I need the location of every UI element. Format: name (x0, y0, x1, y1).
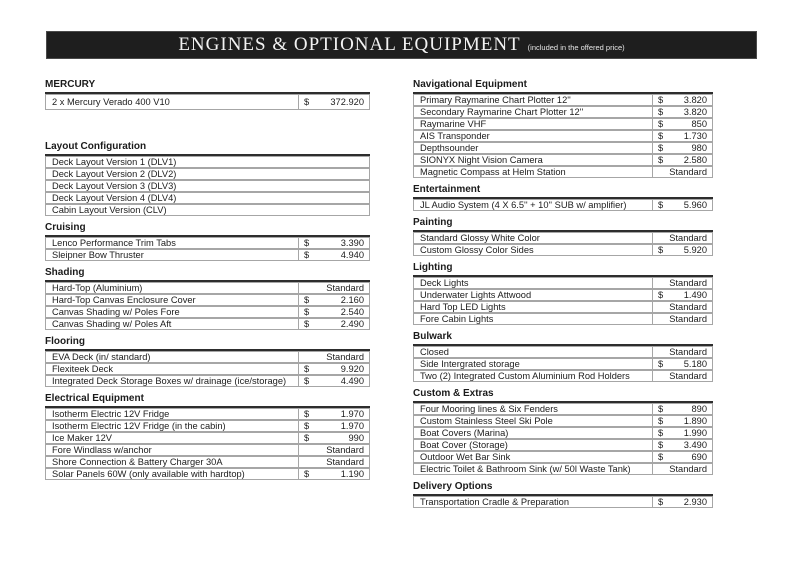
currency-symbol: $ (658, 290, 664, 300)
section (413, 389, 713, 475)
price-amount: 5.960 (683, 200, 707, 210)
price-cell (652, 428, 712, 438)
item-label: Transportation Cradle & Preparation (420, 497, 569, 507)
price-cell (298, 95, 369, 109)
table-row (413, 301, 713, 313)
price-cell (652, 107, 712, 117)
item-label: Underwater Lights Attwood (420, 290, 532, 300)
price-cell (298, 469, 369, 479)
standard-value-cell: Standard (652, 347, 712, 357)
item-label: Four Mooring lines & Six Fenders (420, 404, 558, 414)
price-amount: 1.490 (683, 290, 707, 300)
price-cell (298, 307, 369, 317)
standard-value-cell: Standard (298, 445, 369, 455)
section-title: Lighting (413, 263, 713, 277)
table-row (413, 463, 713, 475)
section-title: MERCURY (45, 80, 370, 94)
section-title: Bulwark (413, 332, 713, 346)
item-label: Standard Glossy White Color (420, 233, 540, 243)
item-label: Deck Layout Version 2 (DLV2) (52, 169, 177, 179)
currency-symbol: $ (304, 433, 310, 443)
currency-symbol: $ (304, 469, 310, 479)
item-label: Cabin Layout Version (CLV) (52, 205, 167, 215)
table-row (413, 94, 713, 106)
table-row (45, 180, 370, 192)
price-cell (652, 131, 712, 141)
section-title: Navigational Equipment (413, 80, 713, 94)
table-row (45, 156, 370, 168)
page-subtitle: (included in the offered price) (527, 43, 625, 52)
currency-symbol: $ (658, 497, 664, 507)
currency-symbol: $ (304, 364, 310, 374)
table-row (45, 306, 370, 318)
price-amount: 5.920 (683, 245, 707, 255)
table-row (45, 363, 370, 375)
table-row (45, 351, 370, 363)
section (413, 80, 713, 178)
price-cell (652, 200, 712, 210)
currency-symbol: $ (658, 359, 664, 369)
item-label: Fore Windlass w/anchor (52, 445, 152, 455)
currency-symbol: $ (658, 131, 664, 141)
table-row (45, 444, 370, 456)
item-label: Flexiteek Deck (52, 364, 113, 374)
price-amount: 3.390 (340, 238, 364, 248)
table-row (45, 204, 370, 216)
table-row (413, 289, 713, 301)
item-label: Hard-Top (Aluminium) (52, 283, 143, 293)
currency-symbol: $ (658, 428, 664, 438)
table-row (45, 432, 370, 444)
section-title: Layout Configuration (45, 142, 370, 156)
item-label: Isotherm Electric 12V Fridge (in the cabin) (52, 421, 226, 431)
price-amount: 2.540 (340, 307, 364, 317)
header-bar (46, 31, 757, 59)
item-label: JL Audio System (4 X 6.5'' + 10'' SUB w/ amplifier) (420, 200, 627, 210)
item-label: Raymarine VHF (420, 119, 487, 129)
table-row (413, 244, 713, 256)
table-row (413, 358, 713, 370)
price-cell (652, 290, 712, 300)
table-row (45, 375, 370, 387)
item-label: Secondary Raymarine Chart Plotter 12'' (420, 107, 584, 117)
standard-value-cell: Standard (298, 352, 369, 362)
section (413, 332, 713, 382)
table-row (413, 232, 713, 244)
table-row (45, 192, 370, 204)
section (45, 142, 370, 216)
item-label: Hard Top LED Lights (420, 302, 506, 312)
table-row (413, 439, 713, 451)
page-title: ENGINES & OPTIONAL EQUIPMENT (178, 34, 521, 55)
right-column (413, 80, 713, 508)
item-label: Isotherm Electric 12V Fridge (52, 409, 170, 419)
section (413, 263, 713, 325)
price-amount: 1.890 (683, 416, 707, 426)
section-title: Custom & Extras (413, 389, 713, 403)
price-amount: 372.920 (330, 97, 364, 107)
price-amount: 850 (691, 119, 707, 129)
table-row (413, 106, 713, 118)
standard-value-cell: Standard (652, 371, 712, 381)
item-label: Side Intergrated storage (420, 359, 520, 369)
price-amount: 2.580 (683, 155, 707, 165)
item-label: Solar Panels 60W (only available with hardtop) (52, 469, 245, 479)
currency-symbol: $ (304, 409, 310, 419)
price-amount: 980 (691, 143, 707, 153)
price-cell (298, 238, 369, 248)
section-title: Electrical Equipment (45, 394, 370, 408)
table-row (45, 249, 370, 261)
currency-symbol: $ (304, 421, 310, 431)
section (413, 185, 713, 211)
price-cell (652, 119, 712, 129)
table-row (413, 415, 713, 427)
currency-symbol: $ (304, 295, 310, 305)
item-label: EVA Deck (in/ standard) (52, 352, 151, 362)
table-row (413, 166, 713, 178)
table-row (45, 318, 370, 330)
section (45, 223, 370, 261)
table-row (45, 468, 370, 480)
price-amount: 1.990 (683, 428, 707, 438)
price-amount: 2.490 (340, 319, 364, 329)
price-cell (652, 155, 712, 165)
price-cell (652, 440, 712, 450)
currency-symbol: $ (304, 238, 310, 248)
item-label: Deck Layout Version 1 (DLV1) (52, 157, 177, 167)
table-row (413, 118, 713, 130)
currency-symbol: $ (658, 245, 664, 255)
item-label: Deck Lights (420, 278, 469, 288)
item-label: Lenco Performance Trim Tabs (52, 238, 176, 248)
item-label: Custom Glossy Color Sides (420, 245, 534, 255)
standard-value-cell: Standard (652, 464, 712, 474)
table-row (413, 346, 713, 358)
table-row (413, 313, 713, 325)
currency-symbol: $ (304, 250, 310, 260)
currency-symbol: $ (304, 307, 310, 317)
currency-symbol: $ (658, 107, 664, 117)
section (45, 337, 370, 387)
item-label: 2 x Mercury Verado 400 V10 (52, 97, 170, 107)
item-label: Ice Maker 12V (52, 433, 112, 443)
item-label: Fore Cabin Lights (420, 314, 494, 324)
section (45, 268, 370, 330)
price-amount: 3.490 (683, 440, 707, 450)
item-label: Depthsounder (420, 143, 479, 153)
price-amount: 4.490 (340, 376, 364, 386)
section-title: Cruising (45, 223, 370, 237)
table-row (413, 496, 713, 508)
standard-value-cell: Standard (652, 314, 712, 324)
price-cell (652, 497, 712, 507)
price-cell (652, 416, 712, 426)
item-label: Deck Layout Version 4 (DLV4) (52, 193, 177, 203)
standard-value-cell: Standard (652, 233, 712, 243)
section-title: Entertainment (413, 185, 713, 199)
price-cell (652, 404, 712, 414)
section (413, 218, 713, 256)
price-cell (652, 95, 712, 105)
standard-value-cell: Standard (652, 167, 712, 177)
currency-symbol: $ (304, 319, 310, 329)
standard-value-cell: Standard (652, 278, 712, 288)
item-label: Hard-Top Canvas Enclosure Cover (52, 295, 196, 305)
standard-value-cell: Standard (298, 283, 369, 293)
price-cell (298, 376, 369, 386)
price-amount: 2.160 (340, 295, 364, 305)
section-title: Flooring (45, 337, 370, 351)
price-cell (652, 359, 712, 369)
price-cell (298, 250, 369, 260)
table-row (45, 294, 370, 306)
price-amount: 990 (348, 433, 364, 443)
table-row (413, 451, 713, 463)
section-title: Shading (45, 268, 370, 282)
price-cell (298, 364, 369, 374)
item-label: Boat Cover (Storage) (420, 440, 508, 450)
table-row (413, 130, 713, 142)
currency-symbol: $ (658, 416, 664, 426)
price-amount: 5.180 (683, 359, 707, 369)
price-amount: 4.940 (340, 250, 364, 260)
item-label: Sleipner Bow Thruster (52, 250, 144, 260)
price-cell (652, 245, 712, 255)
table-row (45, 94, 370, 110)
price-amount: 3.820 (683, 107, 707, 117)
currency-symbol: $ (658, 200, 664, 210)
price-cell (298, 319, 369, 329)
currency-symbol: $ (304, 376, 310, 386)
price-cell (298, 421, 369, 431)
price-amount: 2.930 (683, 497, 707, 507)
item-label: Primary Raymarine Chart Plotter 12'' (420, 95, 571, 105)
section (45, 80, 370, 110)
currency-symbol: $ (658, 155, 664, 165)
item-label: Shore Connection & Battery Charger 30A (52, 457, 223, 467)
table-row (45, 456, 370, 468)
table-row (413, 427, 713, 439)
table-row (45, 282, 370, 294)
table-row (413, 403, 713, 415)
table-row (45, 237, 370, 249)
price-amount: 9.920 (340, 364, 364, 374)
currency-symbol: $ (658, 440, 664, 450)
item-label: Canvas Shading w/ Poles Aft (52, 319, 172, 329)
left-column (45, 80, 370, 480)
price-amount: 1.970 (340, 409, 364, 419)
item-label: Outdoor Wet Bar Sink (420, 452, 511, 462)
price-amount: 690 (691, 452, 707, 462)
price-cell (298, 295, 369, 305)
item-label: Custom Stainless Steel Ski Pole (420, 416, 553, 426)
item-label: Electric Toilet & Bathroom Sink (w/ 50l Waste Tank) (420, 464, 631, 474)
currency-symbol: $ (658, 452, 664, 462)
table-row (413, 154, 713, 166)
price-cell (652, 143, 712, 153)
item-label: AIS Transponder (420, 131, 490, 141)
item-label: Two (2) Integrated Custom Aluminium Rod Holders (420, 371, 630, 381)
price-cell (298, 409, 369, 419)
table-row (45, 420, 370, 432)
table-row (413, 370, 713, 382)
section-title: Painting (413, 218, 713, 232)
price-amount: 1.730 (683, 131, 707, 141)
table-row (413, 277, 713, 289)
item-label: Magnetic Compass at Helm Station (420, 167, 566, 177)
currency-symbol: $ (658, 404, 664, 414)
price-amount: 1.970 (340, 421, 364, 431)
price-amount: 890 (691, 404, 707, 414)
price-cell (298, 433, 369, 443)
currency-symbol: $ (658, 95, 664, 105)
currency-symbol: $ (658, 143, 664, 153)
table-row (45, 408, 370, 420)
price-amount: 1.190 (340, 469, 364, 479)
table-row (413, 199, 713, 211)
currency-symbol: $ (658, 119, 664, 129)
section (413, 482, 713, 508)
item-label: Closed (420, 347, 449, 357)
standard-value-cell: Standard (652, 302, 712, 312)
section (45, 394, 370, 480)
table-row (45, 168, 370, 180)
item-label: Boat Covers (Marina) (420, 428, 509, 438)
section-title: Delivery Options (413, 482, 713, 496)
table-row (413, 142, 713, 154)
item-label: Integrated Deck Storage Boxes w/ drainage (ice/storage) (52, 376, 287, 386)
price-amount: 3.820 (683, 95, 707, 105)
item-label: Canvas Shading w/ Poles Fore (52, 307, 180, 317)
item-label: SIONYX Night Vision Camera (420, 155, 543, 165)
price-cell (652, 452, 712, 462)
currency-symbol: $ (304, 97, 310, 107)
standard-value-cell: Standard (298, 457, 369, 467)
item-label: Deck Layout Version 3 (DLV3) (52, 181, 177, 191)
